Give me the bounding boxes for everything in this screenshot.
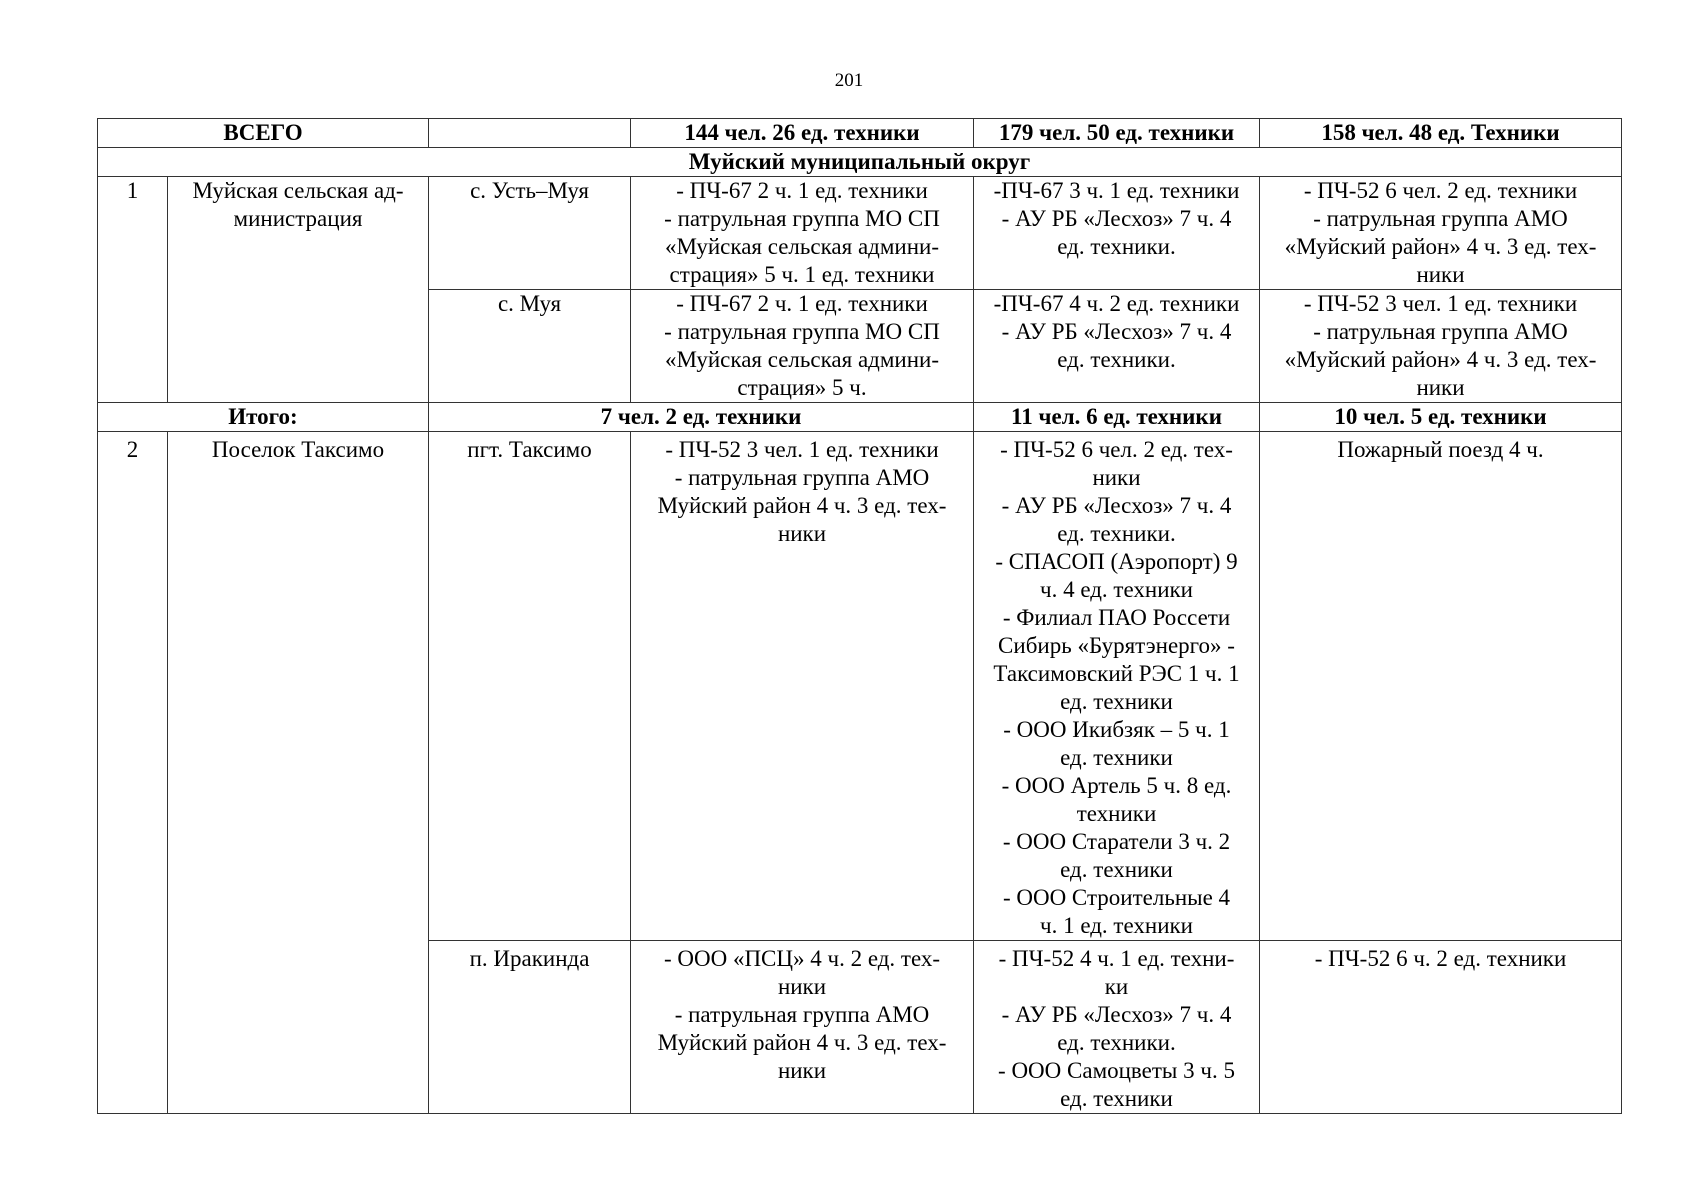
total-row bbox=[98, 119, 1622, 148]
cell-line: ч. 1 ед. техники bbox=[1040, 913, 1193, 938]
cell-line: - ПЧ-52 6 чел. 2 ед. тех- bbox=[1000, 437, 1233, 462]
table-row bbox=[98, 432, 1622, 941]
group-name bbox=[168, 177, 429, 403]
cell-line: «Муйская сельская админи- bbox=[664, 234, 940, 259]
forces-col1 bbox=[631, 941, 974, 1114]
cell-line: - ПЧ-67 2 ч. 1 ед. техники bbox=[676, 291, 928, 316]
cell-line: Таксимовский РЭС 1 ч. 1 bbox=[993, 661, 1240, 686]
cell-line: Сибирь «Бурятэнерго» - bbox=[998, 633, 1235, 658]
cell-line: Поселок Таксимо bbox=[211, 437, 385, 462]
page-number: 201 bbox=[834, 70, 864, 91]
subtotal-col3: 10 чел. 5 ед. техники bbox=[1260, 403, 1622, 432]
cell-line: - ООО Строительные 4 bbox=[1002, 885, 1231, 910]
cell-line: - ПЧ-67 2 ч. 1 ед. техники bbox=[676, 178, 928, 203]
forces-col3 bbox=[1260, 290, 1622, 403]
cell-line: -ПЧ-67 3 ч. 1 ед. техники bbox=[993, 178, 1240, 203]
forces-col2 bbox=[974, 290, 1260, 403]
cell-line: - патрульная группа АМО bbox=[1313, 319, 1568, 344]
forces-col2 bbox=[974, 177, 1260, 290]
cell-line: ники bbox=[777, 1058, 827, 1083]
cell-line: - ПЧ-52 3 чел. 1 ед. техники bbox=[1303, 291, 1578, 316]
forces-col1 bbox=[631, 290, 974, 403]
forces-col3 bbox=[1260, 432, 1622, 941]
cell-line: ед. техники bbox=[1060, 857, 1173, 882]
cell-line: ед. техники. bbox=[1057, 1030, 1176, 1055]
cell-line: - АУ РБ «Лесхоз» 7 ч. 4 bbox=[1001, 319, 1232, 344]
cell-line: «Муйский район» 4 ч. 3 ед. тех- bbox=[1284, 234, 1597, 259]
table-row bbox=[98, 177, 1622, 290]
cell-line: - патрульная группа АМО bbox=[674, 465, 930, 490]
cell-line: Пожарный поезд 4 ч. bbox=[1337, 437, 1544, 462]
cell-line: - ПЧ-52 6 чел. 2 ед. техники bbox=[1303, 178, 1578, 203]
total-empty-cell bbox=[429, 119, 631, 148]
cell-line: ед. техники. bbox=[1057, 521, 1176, 546]
cell-line: ч. 4 ед. техники bbox=[1040, 577, 1193, 602]
cell-line: - ООО Самоцветы 3 ч. 5 bbox=[998, 1058, 1235, 1083]
cell-line: - патрульная группа МО СП bbox=[664, 206, 940, 231]
cell-line: «Муйская сельская админи- bbox=[664, 347, 940, 372]
forces-col2 bbox=[974, 432, 1260, 941]
district-title: Муйский муниципальный округ bbox=[98, 148, 1622, 177]
cell-line: «Муйский район» 4 ч. 3 ед. тех- bbox=[1284, 347, 1597, 372]
resources-table bbox=[97, 118, 1622, 1114]
cell-line: ед. техники bbox=[1060, 689, 1173, 714]
cell-line: Муйский район 4 ч. 3 ед. тех- bbox=[657, 493, 947, 518]
cell-line: ки bbox=[1104, 974, 1129, 999]
cell-line: ники bbox=[1092, 465, 1141, 490]
cell-line: ед. техники bbox=[1060, 745, 1173, 770]
cell-line: - ПЧ-52 6 ч. 2 ед. техники bbox=[1314, 946, 1567, 971]
cell-line: - АУ РБ «Лесхоз» 7 ч. 4 bbox=[1001, 493, 1232, 518]
cell-line: -ПЧ-67 4 ч. 2 ед. техники bbox=[993, 291, 1240, 316]
group-number: 1 bbox=[98, 177, 168, 403]
cell-line: - ООО Икибзяк – 5 ч. 1 bbox=[1003, 717, 1230, 742]
settlement-name: пгт. Таксимо bbox=[429, 432, 631, 941]
forces-col3 bbox=[1260, 941, 1622, 1114]
cell-line: Муйский район 4 ч. 3 ед. тех- bbox=[657, 1030, 947, 1055]
cell-line: - патрульная группа АМО bbox=[1313, 206, 1568, 231]
subtotal-col1: 7 чел. 2 ед. техники bbox=[429, 403, 974, 432]
cell-line: техники bbox=[1076, 801, 1157, 826]
subtotal-col2: 11 чел. 6 ед. техники bbox=[974, 403, 1260, 432]
cell-line: - ПЧ-52 4 ч. 1 ед. техни- bbox=[998, 946, 1235, 971]
subtotal-row bbox=[98, 403, 1622, 432]
total-col1: 144 чел. 26 ед. техники bbox=[631, 119, 974, 148]
forces-col2 bbox=[974, 941, 1260, 1114]
settlement-name: с. Муя bbox=[429, 290, 631, 403]
cell-line: страция» 5 ч. bbox=[737, 375, 867, 400]
cell-line: ники bbox=[777, 974, 827, 999]
group-name bbox=[168, 432, 429, 1114]
cell-line: - АУ РБ «Лесхоз» 7 ч. 4 bbox=[1001, 1002, 1232, 1027]
total-col3: 158 чел. 48 ед. Техники bbox=[1260, 119, 1622, 148]
cell-line: страция» 5 ч. 1 ед. техники bbox=[669, 262, 935, 287]
forces-col1 bbox=[631, 432, 974, 941]
cell-line: Муйская сельская ад- bbox=[192, 178, 404, 203]
total-col2: 179 чел. 50 ед. техники bbox=[974, 119, 1260, 148]
cell-line: - ООО Старатели 3 ч. 2 bbox=[1002, 829, 1231, 854]
cell-line: ники bbox=[777, 521, 827, 546]
cell-line: - патрульная группа МО СП bbox=[664, 319, 940, 344]
forces-col1 bbox=[631, 177, 974, 290]
cell-line: - патрульная группа АМО bbox=[674, 1002, 930, 1027]
cell-line: - ПЧ-52 3 чел. 1 ед. техники bbox=[665, 437, 939, 462]
cell-line: - ООО «ПСЦ» 4 ч. 2 ед. тех- bbox=[663, 946, 941, 971]
cell-line: ед. техники bbox=[1060, 1086, 1173, 1111]
cell-line: ед. техники. bbox=[1057, 234, 1176, 259]
cell-line: ники bbox=[1416, 375, 1465, 400]
cell-line: - Филиал ПАО Россети bbox=[1002, 605, 1231, 630]
settlement-name: с. Усть–Муя bbox=[429, 177, 631, 290]
cell-line: ники bbox=[1416, 262, 1465, 287]
cell-line: - АУ РБ «Лесхоз» 7 ч. 4 bbox=[1001, 206, 1232, 231]
subtotal-label: Итого: bbox=[98, 403, 429, 432]
cell-line: министрация bbox=[233, 206, 363, 231]
total-label: ВСЕГО bbox=[98, 119, 429, 148]
cell-line: - СПАСОП (Аэропорт) 9 bbox=[995, 549, 1238, 574]
district-row bbox=[98, 148, 1622, 177]
settlement-name: п. Иракинда bbox=[429, 941, 631, 1114]
cell-line: - ООО Артель 5 ч. 8 ед. bbox=[1001, 773, 1232, 798]
cell-line: ед. техники. bbox=[1057, 347, 1176, 372]
forces-col3 bbox=[1260, 177, 1622, 290]
group-number: 2 bbox=[98, 432, 168, 1114]
